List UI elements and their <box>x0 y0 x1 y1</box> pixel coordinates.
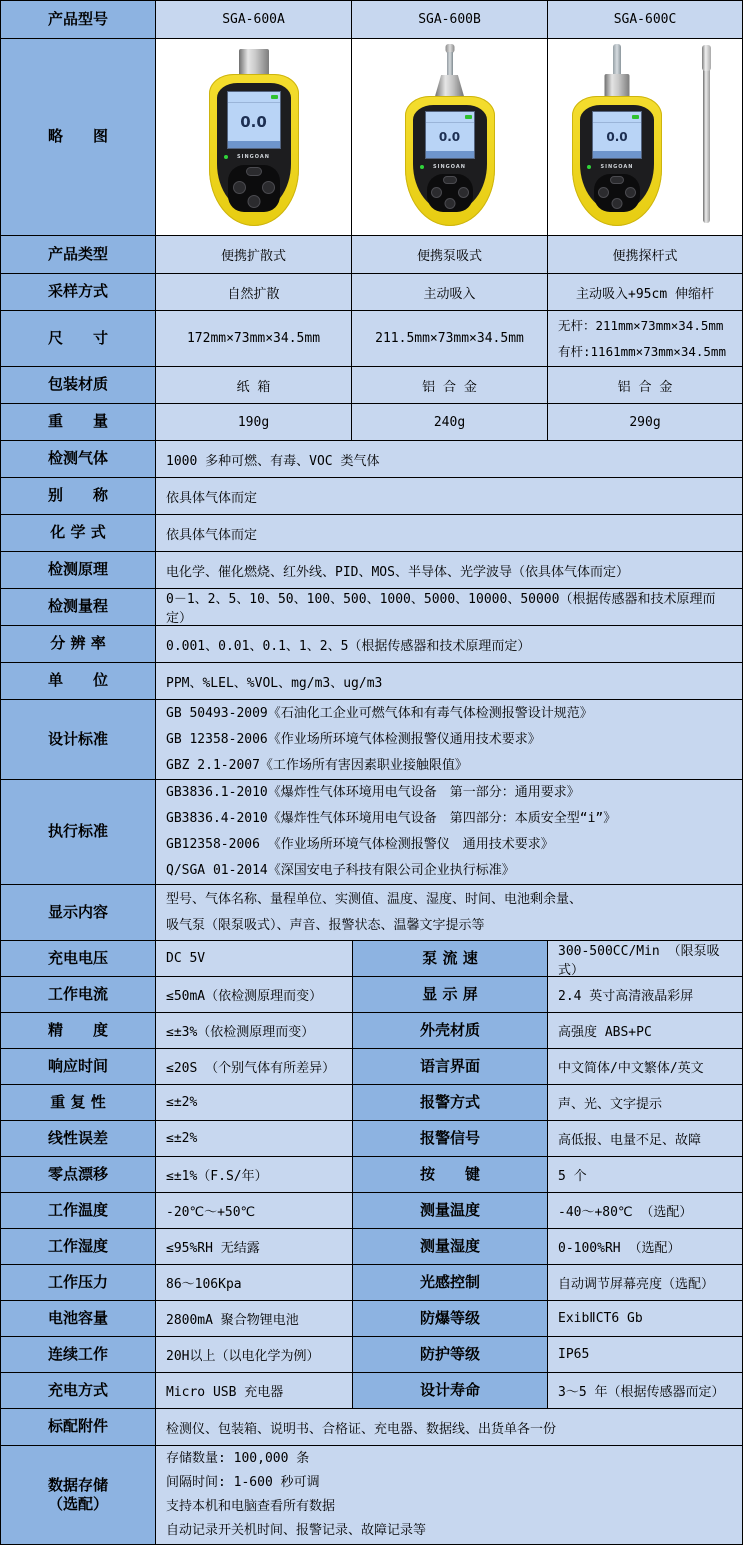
principle-label: 检测原理 <box>1 552 156 589</box>
gas-value: 1000 多种可燃、有毒、VOC 类气体 <box>156 441 742 478</box>
dimensions-b: 211.5mm×73mm×34.5mm <box>352 311 548 367</box>
right-button-icon <box>458 187 469 198</box>
sampling-b: 主动吸入 <box>352 274 548 311</box>
spec-value: 高强度 ABS+PC <box>548 1013 742 1049</box>
spec-value: ≤95%RH 无结露 <box>156 1229 353 1265</box>
keypad <box>427 174 473 212</box>
spec-label: 语言界面 <box>353 1049 548 1085</box>
dimensions-label: 尺 寸 <box>1 311 156 367</box>
data-storage-label-line2: （选配） <box>47 1495 108 1513</box>
spec-label: 防爆等级 <box>353 1301 548 1337</box>
sketch-cell-sga600c <box>548 39 742 236</box>
exec-standard-value <box>156 780 742 885</box>
data-storage-label <box>1 1446 156 1544</box>
dimensions-c-with-pole: 有杆:1161mm×73mm×34.5mm <box>558 343 726 359</box>
spec-value: 2.4 英寸高清液晶彩屏 <box>548 977 742 1013</box>
spec-value: ≤±1%（F.S/年） <box>156 1157 353 1193</box>
weight-row <box>1 404 742 441</box>
spec-value: 5 个 <box>548 1157 742 1193</box>
header-row <box>1 1 742 39</box>
spec-row <box>1 1049 742 1085</box>
spec-value: Micro USB 充电器 <box>156 1373 353 1409</box>
formula-label: 化 学 式 <box>1 515 156 552</box>
model-name-sga600c: SGA-600C <box>548 1 742 39</box>
spec-value: -20℃～+50℃ <box>156 1193 353 1229</box>
left-button-icon <box>598 187 609 198</box>
screen-reading: 0.0 <box>438 130 461 144</box>
brand-label: SINGOAN <box>237 154 270 161</box>
spec-value: 声、光、文字提示 <box>548 1085 742 1121</box>
spec-value: ≤±2% <box>156 1121 353 1157</box>
spec-label: 线性误差 <box>1 1121 156 1157</box>
spec-value: DC 5V <box>156 941 353 977</box>
alias-row <box>1 478 742 515</box>
spec-value: ExibⅡCT6 Gb <box>548 1301 742 1337</box>
device-illustration-sga600c <box>562 44 672 230</box>
device-front-panel <box>217 83 291 212</box>
packaging-b: 铝 合 金 <box>352 367 548 404</box>
spec-label: 连续工作 <box>1 1337 156 1373</box>
menu-button-icon <box>443 176 457 184</box>
weight-a: 190g <box>156 404 352 441</box>
spec-row <box>1 1013 742 1049</box>
spec-row <box>1 1265 742 1301</box>
sampling-row <box>1 274 742 311</box>
sampling-label: 采样方式 <box>1 274 156 311</box>
spec-row <box>1 1121 742 1157</box>
data-storage-row <box>1 1446 742 1544</box>
sketch-cell-sga600b <box>352 39 548 236</box>
product-type-a: 便携扩散式 <box>156 236 352 274</box>
device-illustration-sga600b <box>395 44 505 230</box>
display-content-line: 型号、气体名称、量程单位、实测值、温度、湿度、时间、电池剩余量、 <box>166 891 583 907</box>
sensor-cap-icon <box>605 74 630 98</box>
accessories-row <box>1 1409 742 1446</box>
spec-label: 报警方式 <box>353 1085 548 1121</box>
formula-value: 依具体气体而定 <box>156 515 742 552</box>
data-storage-line: 自动记录开关机时间、报警记录、故障记录等 <box>166 1523 427 1538</box>
spec-label: 光感控制 <box>353 1265 548 1301</box>
weight-b: 240g <box>352 404 548 441</box>
range-value: 0－1、2、5、10、50、100、500、1000、5000、10000、50000（根据传感器和技术原理而定） <box>156 589 742 626</box>
product-type-b: 便携泵吸式 <box>352 236 548 274</box>
device-front-panel <box>413 105 487 212</box>
spec-row <box>1 977 742 1013</box>
spec-label: 测量湿度 <box>353 1229 548 1265</box>
spec-value: 3～5 年（根据传感器而定） <box>548 1373 742 1409</box>
spec-label: 工作电流 <box>1 977 156 1013</box>
power-led <box>587 165 591 169</box>
screen-bottombar <box>593 151 641 158</box>
design-standard-label: 设计标准 <box>1 700 156 780</box>
display-content-value <box>156 885 742 941</box>
formula-row <box>1 515 742 552</box>
enter-button-icon <box>444 198 455 209</box>
spec-row <box>1 1337 742 1373</box>
weight-c: 290g <box>548 404 742 441</box>
spec-value: 86～106Kpa <box>156 1265 353 1301</box>
spec-value: ≤±3%（依检测原理而变） <box>156 1013 353 1049</box>
power-led <box>420 165 424 169</box>
resolution-row <box>1 626 742 663</box>
screen-bottombar <box>426 151 474 158</box>
brand-row <box>424 163 476 171</box>
exec-standard-row <box>1 780 742 885</box>
range-label: 检测量程 <box>1 589 156 626</box>
battery-icon <box>271 95 278 99</box>
spec-row <box>1 1373 742 1409</box>
device-screen <box>227 91 281 149</box>
data-storage-label-line1: 数据存储 <box>47 1475 108 1494</box>
exec-standard-line: Q/SGA 01-2014《深国安电子科技有限公司企业执行标准》 <box>166 863 515 878</box>
brand-label: SINGOAN <box>600 164 634 170</box>
menu-button-icon <box>610 176 624 184</box>
packaging-c: 铝 合 金 <box>548 367 742 404</box>
packaging-label: 包装材质 <box>1 367 156 404</box>
right-button-icon <box>625 187 636 198</box>
spec-value: 20H以上（以电化学为例） <box>156 1337 353 1373</box>
enter-button-icon <box>247 195 260 208</box>
spec-label: 按 键 <box>353 1157 548 1193</box>
spec-value: ≤20S （个别气体有所差异） <box>156 1049 353 1085</box>
spec-label: 充电方式 <box>1 1373 156 1409</box>
model-name-sga600a: SGA-600A <box>156 1 352 39</box>
device-screen <box>425 111 475 159</box>
design-standard-row <box>1 700 742 780</box>
sketch-cell-sga600a <box>156 39 352 236</box>
device-illustration-sga600a <box>199 44 309 230</box>
data-storage-line: 支持本机和电脑查看所有数据 <box>166 1499 336 1514</box>
gas-row <box>1 441 742 478</box>
accessories-label: 标配附件 <box>1 1409 156 1446</box>
screen-reading: 0.0 <box>240 113 267 132</box>
enter-button-icon <box>612 198 623 209</box>
model-name-sga600b: SGA-600B <box>352 1 548 39</box>
spec-value: ≤±2% <box>156 1085 353 1121</box>
brand-row <box>591 163 643 171</box>
spec-label: 工作压力 <box>1 1265 156 1301</box>
spec-value: 高低报、电量不足、故障 <box>548 1121 742 1157</box>
spec-row <box>1 941 742 977</box>
telescopic-pole-tip-icon <box>702 45 711 71</box>
power-led <box>224 155 228 159</box>
product-type-row <box>1 236 742 274</box>
spec-label: 工作湿度 <box>1 1229 156 1265</box>
spec-row <box>1 1157 742 1193</box>
battery-icon <box>632 115 639 119</box>
brand-row <box>228 153 280 161</box>
data-storage-line: 存储数量: 100,000 条 <box>166 1451 310 1466</box>
spec-value: IP65 <box>548 1337 742 1373</box>
design-standard-line: GB 12358-2006《作业场所环境气体检测报警仪通用技术要求》 <box>166 731 541 747</box>
unit-label: 单 位 <box>1 663 156 700</box>
screen-statusbar <box>593 112 641 123</box>
screen-reading: 0.0 <box>606 130 628 144</box>
left-button-icon <box>233 181 246 194</box>
screen-bottombar <box>228 141 280 148</box>
device-screen <box>592 111 642 159</box>
spec-row <box>1 1193 742 1229</box>
screen-statusbar <box>228 92 280 103</box>
device-front-panel <box>580 105 654 212</box>
exec-standard-line: GB3836.1-2010《爆炸性气体环境用电气设备 第一部分：通用要求》 <box>166 785 580 800</box>
sampling-a: 自然扩散 <box>156 274 352 311</box>
spec-label: 外壳材质 <box>353 1013 548 1049</box>
display-content-label: 显示内容 <box>1 885 156 941</box>
device-body <box>405 96 495 226</box>
keypad <box>594 174 640 212</box>
dimensions-c-no-pole: 无杆：211mm×73mm×34.5mm <box>558 317 724 333</box>
telescopic-pole-icon <box>703 53 710 223</box>
sketch-row <box>1 39 742 236</box>
probe-rod-icon <box>447 52 453 77</box>
design-standard-value <box>156 700 742 780</box>
dimensions-c <box>548 311 742 367</box>
packaging-row <box>1 367 742 404</box>
spec-row <box>1 1085 742 1121</box>
spec-label: 防护等级 <box>353 1337 548 1373</box>
dimensions-row <box>1 311 742 367</box>
sensor-cap-icon <box>239 49 269 76</box>
product-type-label: 产品类型 <box>1 236 156 274</box>
weight-label: 重 量 <box>1 404 156 441</box>
resolution-label: 分 辨 率 <box>1 626 156 663</box>
data-storage-value <box>156 1446 742 1544</box>
spec-value: 0-100%RH （选配） <box>548 1229 742 1265</box>
principle-row <box>1 552 742 589</box>
keypad <box>228 165 280 212</box>
battery-icon <box>465 115 472 119</box>
device-body <box>572 96 662 226</box>
design-standard-line: GB 50493-2009《石油化工企业可燃气体和有毒气体检测报警设计规范》 <box>166 705 593 721</box>
exec-standard-label: 执行标准 <box>1 780 156 885</box>
spec-label: 零点漂移 <box>1 1157 156 1193</box>
sampling-c: 主动吸入+95cm 伸缩杆 <box>548 274 742 311</box>
right-button-icon <box>262 181 275 194</box>
product-type-c: 便携探杆式 <box>548 236 742 274</box>
spec-label: 测量温度 <box>353 1193 548 1229</box>
pump-inlet-cone-icon <box>435 75 465 98</box>
accessories-value: 检测仪、包装箱、说明书、合格证、充电器、数据线、出货单各一份 <box>156 1409 742 1446</box>
sketch-label: 略 图 <box>1 39 156 236</box>
spec-label: 设计寿命 <box>353 1373 548 1409</box>
screen-statusbar <box>426 112 474 123</box>
spec-label: 响应时间 <box>1 1049 156 1085</box>
spec-value: ≤50mA（依检测原理而变） <box>156 977 353 1013</box>
menu-button-icon <box>246 167 262 176</box>
spec-value: -40～+80℃ （选配） <box>548 1193 742 1229</box>
spec-label: 报警信号 <box>353 1121 548 1157</box>
spec-row <box>1 1301 742 1337</box>
spec-label: 工作温度 <box>1 1193 156 1229</box>
spec-label: 精 度 <box>1 1013 156 1049</box>
spec-value: 中文简体/中文繁体/英文 <box>548 1049 742 1085</box>
resolution-value: 0.001、0.01、0.1、1、2、5（根据传感器和技术原理而定） <box>156 626 742 663</box>
alias-label: 别 称 <box>1 478 156 515</box>
gas-label: 检测气体 <box>1 441 156 478</box>
exec-standard-line: GB3836.4-2010《爆炸性气体环境用电气设备 第四部分：本质安全型“i”》 <box>166 811 617 826</box>
unit-row <box>1 663 742 700</box>
left-button-icon <box>431 187 442 198</box>
principle-value: 电化学、催化燃烧、红外线、PID、MOS、半导体、光学波导（依具体气体而定） <box>156 552 742 589</box>
display-content-row <box>1 885 742 941</box>
spec-value: 2800mA 聚合物锂电池 <box>156 1301 353 1337</box>
exec-standard-line: GB12358-2006 《作业场所环境气体检测报警仪 通用技术要求》 <box>166 837 554 852</box>
spec-label: 重 复 性 <box>1 1085 156 1121</box>
data-storage-line: 间隔时间: 1-600 秒可调 <box>166 1475 320 1490</box>
device-body <box>209 74 299 226</box>
spec-value: 自动调节屏幕亮度（选配） <box>548 1265 742 1301</box>
probe-rod-icon <box>613 44 621 78</box>
display-content-line: 吸气泵（限泵吸式）、声音、报警状态、温馨文字提示等 <box>166 917 485 933</box>
range-row <box>1 589 742 626</box>
dimensions-a: 172mm×73mm×34.5mm <box>156 311 352 367</box>
unit-value: PPM、%LEL、%VOL、mg/m3、ug/m3 <box>156 663 742 700</box>
spec-label: 显 示 屏 <box>353 977 548 1013</box>
spec-label: 泵 流 速 <box>353 941 548 977</box>
spec-row <box>1 1229 742 1265</box>
brand-label: SINGOAN <box>433 164 466 170</box>
spec-label: 充电电压 <box>1 941 156 977</box>
alias-value: 依具体气体而定 <box>156 478 742 515</box>
design-standard-line: GBZ 2.1-2007《工作场所有害因素职业接触限值》 <box>166 757 468 773</box>
spec-label: 电池容量 <box>1 1301 156 1337</box>
header-label: 产品型号 <box>1 1 156 39</box>
spec-value: 300-500CC/Min （限泵吸式） <box>548 941 742 977</box>
packaging-a: 纸 箱 <box>156 367 352 404</box>
